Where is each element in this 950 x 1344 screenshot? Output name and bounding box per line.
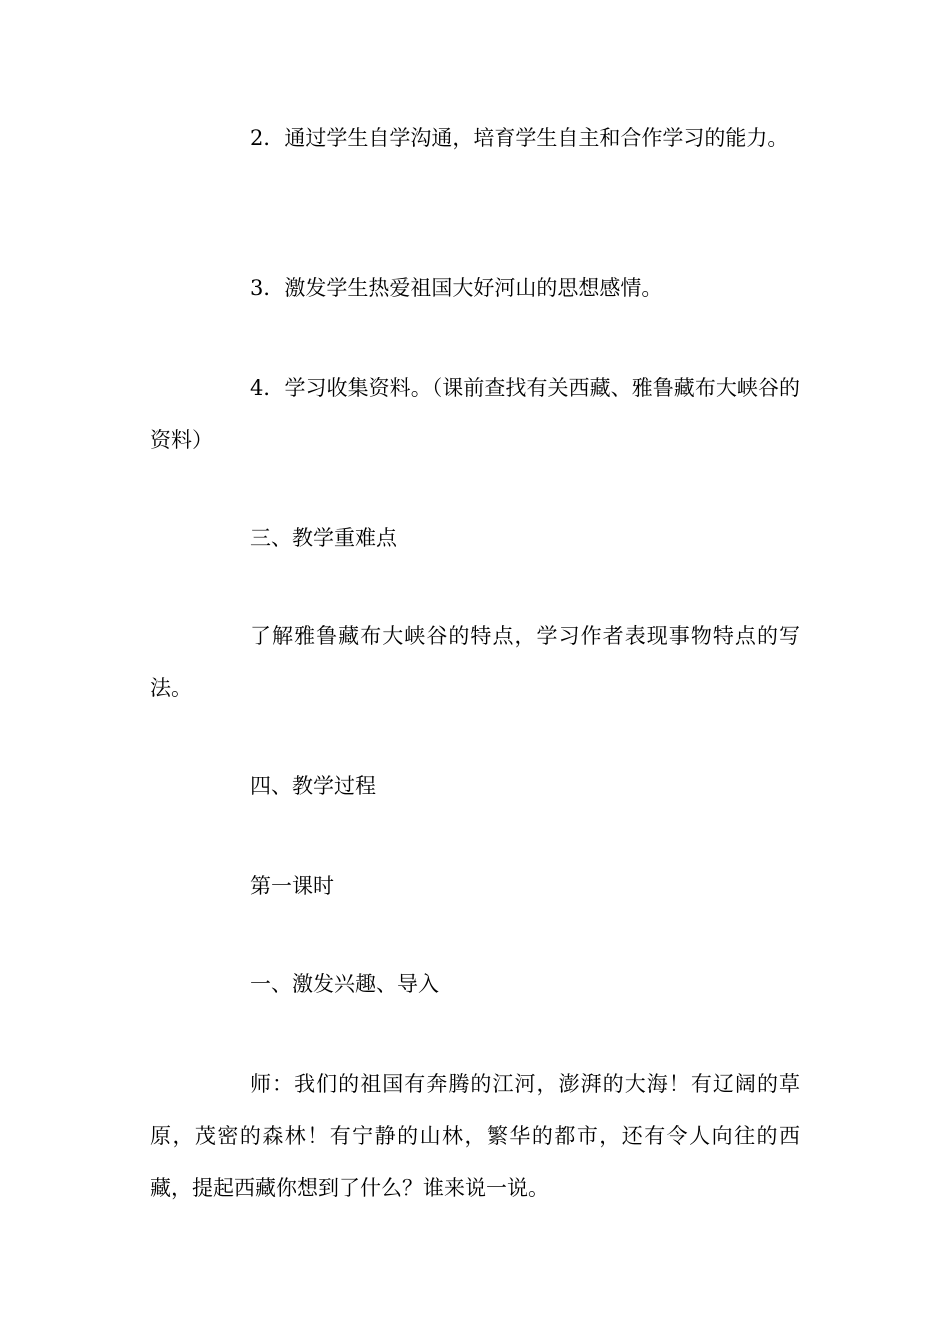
- paragraph-objective-3: 3．激发学生热爱祖国大好河山的思想感情。: [250, 276, 663, 300]
- step-heading-introduction: 一、激发兴趣、导入: [250, 972, 439, 996]
- paragraph-key-points: 了解雅鲁藏布大峡谷的特点，学习作者表现事物特点的写法。: [150, 624, 800, 700]
- lesson-heading-first-period: 第一课时: [250, 874, 334, 898]
- paragraph-objective-2: 2．通过学生自学沟通，培育学生自主和合作学习的能力。: [250, 126, 789, 150]
- section-heading-teaching-process: 四、教学过程: [250, 774, 376, 798]
- section-heading-key-points: 三、教学重难点: [250, 526, 397, 550]
- paragraph-teacher-speech: 师：我们的祖国有奔腾的江河，澎湃的大海！有辽阔的草原，茂密的森林！有宁静的山林，繁华的都市，还有令人向往的西藏，提起西藏你想到了什么？谁来说一说。: [150, 1072, 800, 1200]
- paragraph-objective-4: 4．学习收集资料。（课前查找有关西藏、雅鲁藏布大峡谷的资料）: [150, 376, 800, 452]
